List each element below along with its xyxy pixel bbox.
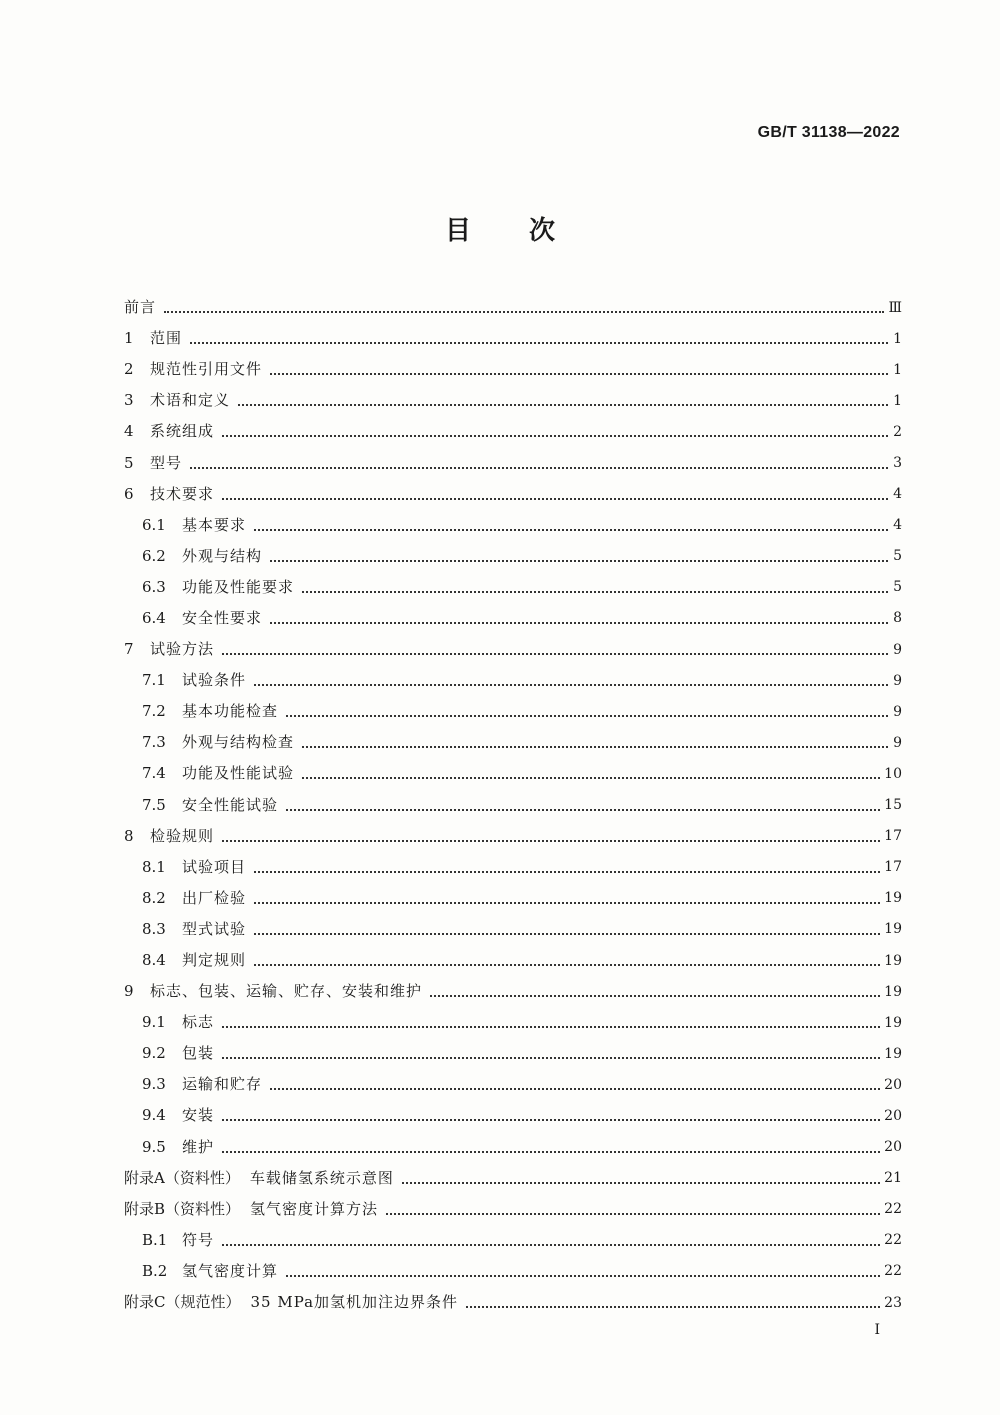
toc-entry-number: 附录B（资料性） — [124, 1199, 241, 1218]
toc-entry-label: 安全性能试验 — [182, 795, 279, 814]
dot-leader — [254, 528, 888, 531]
toc-entry[interactable] — [124, 696, 902, 727]
toc-entry[interactable] — [124, 976, 902, 1007]
toc-entry-number: 9.4 — [142, 1106, 166, 1125]
toc-entry[interactable] — [124, 914, 902, 945]
toc-entry-label: 安装 — [182, 1106, 215, 1125]
dot-leader — [286, 1274, 880, 1277]
toc-entry-page: 19 — [884, 1014, 902, 1031]
toc-entry-label: 试验方法 — [150, 640, 215, 659]
toc-entry[interactable] — [124, 447, 902, 478]
toc-entry[interactable] — [124, 354, 902, 385]
toc-entry-page: 4 — [893, 517, 902, 534]
dot-leader — [222, 1150, 880, 1153]
toc-entry-page: 20 — [884, 1139, 902, 1156]
toc-entry-number: B.1 — [142, 1230, 168, 1249]
toc-entry[interactable] — [124, 385, 902, 416]
toc-entry-label: 规范性引用文件 — [150, 360, 263, 379]
toc-entry-label: 功能及性能要求 — [182, 577, 295, 596]
table-of-contents — [124, 292, 902, 1318]
toc-entry[interactable] — [124, 790, 902, 821]
toc-entry-number: 2 — [124, 360, 134, 379]
dot-leader — [222, 1243, 880, 1246]
dot-leader — [222, 497, 888, 500]
dot-leader — [164, 310, 884, 313]
toc-entry-page: 19 — [884, 921, 902, 938]
toc-entry-page: 19 — [884, 1045, 902, 1062]
dot-leader — [222, 434, 888, 437]
toc-entry[interactable] — [124, 479, 902, 510]
dot-leader — [386, 1212, 880, 1215]
dot-leader — [402, 1181, 880, 1184]
toc-entry-page: 22 — [884, 1201, 902, 1218]
toc-entry-number: 7.2 — [142, 702, 166, 721]
toc-entry-number: 3 — [124, 391, 134, 410]
toc-entry-page: Ⅲ — [888, 299, 902, 316]
dot-leader — [254, 683, 888, 686]
dot-leader — [190, 341, 888, 344]
toc-entry-number: 6.3 — [142, 577, 166, 596]
toc-entry[interactable] — [124, 416, 902, 447]
dot-leader — [254, 963, 880, 966]
toc-entry-page: 5 — [893, 548, 902, 565]
toc-entry-number: 5 — [124, 453, 134, 472]
toc-entry-number: 9.1 — [142, 1013, 166, 1032]
toc-entry-label: 技术要求 — [150, 484, 215, 503]
toc-entry-number: 附录C（规范性） — [124, 1293, 241, 1312]
toc-entry-page: 9 — [893, 641, 902, 658]
toc-entry-number: 附录A（资料性） — [124, 1168, 240, 1187]
toc-entry-page: 20 — [884, 1107, 902, 1124]
toc-entry[interactable] — [124, 1100, 902, 1131]
toc-entry-label: 判定规则 — [182, 951, 247, 970]
toc-entry-label: 试验项目 — [182, 857, 247, 876]
toc-entry-page: 4 — [893, 486, 902, 503]
toc-entry-page: 9 — [893, 734, 902, 751]
toc-entry-page: 17 — [884, 828, 902, 845]
toc-entry[interactable] — [124, 1256, 902, 1287]
toc-entry-label: 前言 — [124, 298, 157, 317]
toc-entry[interactable] — [124, 634, 902, 665]
toc-entry-page: 3 — [893, 455, 902, 472]
toc-entry[interactable] — [124, 1069, 902, 1100]
toc-entry-number: 7.5 — [142, 795, 166, 814]
dot-leader — [222, 1025, 880, 1028]
toc-entry-number: 1 — [124, 329, 134, 348]
toc-entry-number: 7.1 — [142, 671, 166, 690]
toc-entry[interactable] — [124, 1287, 902, 1318]
dot-leader — [270, 1087, 880, 1090]
dot-leader — [270, 621, 888, 624]
toc-entry-label: 检验规则 — [150, 826, 215, 845]
dot-leader — [302, 776, 880, 779]
toc-entry-label: 标志、包装、运输、贮存、安装和维护 — [150, 982, 423, 1001]
toc-entry-label: 包装 — [182, 1044, 215, 1063]
toc-entry-label: 出厂检验 — [182, 888, 247, 907]
dot-leader — [222, 652, 888, 655]
toc-entry-label: 型号 — [150, 453, 183, 472]
dot-leader — [430, 994, 880, 997]
dot-leader — [222, 839, 880, 842]
toc-entry-page: 21 — [884, 1170, 902, 1187]
dot-leader — [238, 403, 888, 406]
toc-entry-label: 功能及性能试验 — [182, 764, 295, 783]
toc-entry[interactable] — [124, 821, 902, 852]
toc-entry[interactable] — [124, 1194, 902, 1225]
toc-entry-page: 23 — [884, 1294, 902, 1311]
toc-entry-label: 试验条件 — [182, 671, 247, 690]
toc-entry[interactable] — [124, 945, 902, 976]
toc-entry-page: 9 — [893, 703, 902, 720]
page-number: Ⅰ — [874, 1322, 880, 1338]
toc-entry[interactable] — [124, 1132, 902, 1163]
dot-leader — [222, 1056, 880, 1059]
toc-entry-number: 7.4 — [142, 764, 166, 783]
standard-code: GB/T 31138—2022 — [757, 124, 900, 141]
toc-entry-label: 术语和定义 — [150, 391, 231, 410]
toc-entry[interactable] — [124, 1007, 902, 1038]
toc-entry-page: 19 — [884, 890, 902, 907]
dot-leader — [286, 714, 888, 717]
dot-leader — [222, 1118, 880, 1121]
dot-leader — [270, 372, 888, 375]
toc-entry-page: 20 — [884, 1076, 902, 1093]
toc-entry-label: 氢气密度计算方法 — [250, 1199, 379, 1218]
toc-entry-page: 5 — [893, 579, 902, 596]
toc-entry-label: 氢气密度计算 — [182, 1261, 279, 1280]
toc-entry[interactable] — [124, 1163, 902, 1194]
toc-entry-label: 车载储氢系统示意图 — [249, 1168, 394, 1187]
toc-entry-label: 35 MPa加氢机加注边界条件 — [250, 1293, 459, 1312]
toc-entry-number: 9 — [124, 982, 134, 1001]
toc-entry-page: 19 — [884, 983, 902, 1000]
dot-leader — [270, 559, 888, 562]
toc-entry-number: 7.3 — [142, 733, 166, 752]
toc-entry-page: 22 — [884, 1232, 902, 1249]
toc-entry-page: 19 — [884, 952, 902, 969]
toc-entry-page: 9 — [893, 672, 902, 689]
toc-entry-page: 1 — [893, 330, 902, 347]
toc-entry-number: 6.4 — [142, 608, 166, 627]
dot-leader — [466, 1305, 880, 1308]
toc-entry[interactable] — [124, 292, 902, 323]
toc-entry[interactable] — [124, 852, 902, 883]
toc-entry[interactable] — [124, 665, 902, 696]
toc-entry[interactable] — [124, 758, 902, 789]
toc-entry-label: 安全性要求 — [182, 608, 263, 627]
toc-entry[interactable] — [124, 1038, 902, 1069]
dot-leader — [254, 932, 880, 935]
toc-entry-number: 8.2 — [142, 888, 166, 907]
toc-entry-label: 范围 — [150, 329, 183, 348]
toc-entry-page: 2 — [893, 423, 902, 440]
toc-entry-label: 维护 — [182, 1137, 215, 1156]
toc-entry-number: 4 — [124, 422, 134, 441]
toc-entry[interactable] — [124, 727, 902, 758]
toc-entry[interactable] — [124, 323, 902, 354]
toc-entry[interactable] — [124, 1225, 902, 1256]
toc-entry-label: 外观与结构 — [182, 546, 263, 565]
toc-entry-page: 17 — [884, 859, 902, 876]
dot-leader — [254, 901, 880, 904]
dot-leader — [254, 870, 880, 873]
toc-entry-page: 15 — [884, 797, 902, 814]
toc-entry-page: 22 — [884, 1263, 902, 1280]
toc-entry-page: 8 — [893, 610, 902, 627]
toc-entry-label: 标志 — [182, 1013, 215, 1032]
toc-entry-label: 型式试验 — [182, 919, 247, 938]
page-title: 目次 — [444, 216, 613, 246]
toc-entry-label: 外观与结构检查 — [182, 733, 295, 752]
dot-leader — [302, 745, 888, 748]
toc-entry-page: 1 — [893, 392, 902, 409]
toc-entry[interactable] — [124, 541, 902, 572]
toc-entry-page: 1 — [893, 361, 902, 378]
toc-entry-number: 8 — [124, 826, 134, 845]
toc-entry-number: 8.4 — [142, 951, 166, 970]
toc-entry-number: 8.1 — [142, 857, 166, 876]
toc-entry-label: 系统组成 — [150, 422, 215, 441]
toc-entry-number: 8.3 — [142, 919, 166, 938]
toc-entry-page: 10 — [884, 765, 902, 782]
toc-entry-label: 基本要求 — [182, 515, 247, 534]
toc-entry-label: 运输和贮存 — [182, 1075, 263, 1094]
toc-entry-number: 6.2 — [142, 546, 166, 565]
toc-entry[interactable] — [124, 510, 902, 541]
toc-entry-number: 6 — [124, 484, 134, 503]
toc-entry[interactable] — [124, 883, 902, 914]
toc-entry-number: 9.2 — [142, 1044, 166, 1063]
toc-entry[interactable] — [124, 603, 902, 634]
toc-entry[interactable] — [124, 572, 902, 603]
toc-entry-number: 6.1 — [142, 515, 166, 534]
dot-leader — [190, 466, 888, 469]
toc-entry-number: B.2 — [142, 1261, 168, 1280]
dot-leader — [302, 590, 888, 593]
toc-entry-number: 9.3 — [142, 1075, 166, 1094]
toc-entry-label: 符号 — [182, 1230, 215, 1249]
toc-entry-number: 9.5 — [142, 1137, 166, 1156]
dot-leader — [286, 808, 880, 811]
toc-entry-label: 基本功能检查 — [182, 702, 279, 721]
toc-entry-number: 7 — [124, 640, 134, 659]
